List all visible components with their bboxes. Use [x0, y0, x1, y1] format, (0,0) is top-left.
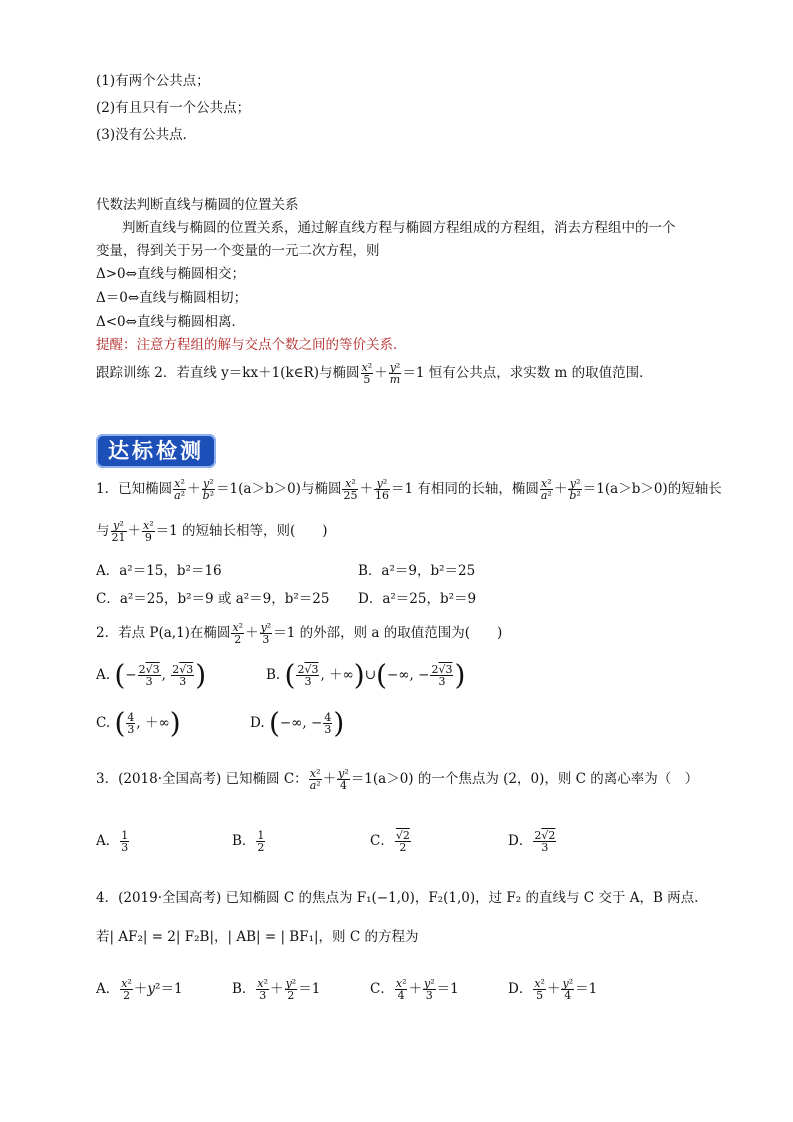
- option-letter: C．: [370, 981, 394, 997]
- fraction: $\frac{\text{x²}}{4}$: [395, 977, 407, 1002]
- algebra-title: 代数法判断直线与椭圆的位置关系: [96, 197, 299, 213]
- item-1: (1)有两个公共点；: [96, 73, 210, 89]
- option-letter: A．: [96, 981, 120, 997]
- option-letter: D．: [508, 833, 533, 849]
- fraction: $\frac{\text{x²}}{\text{a²}}$: [309, 767, 321, 792]
- fraction: $\frac{\text{x²}}{9}$: [143, 519, 154, 544]
- fraction: $\frac{\text{y²}}{\text{b²}}$: [202, 477, 215, 502]
- fraction: $\frac{\text{y²}}{16}$: [374, 477, 389, 502]
- q2-stem: 2．若点 P(a,1)在椭圆 $\frac{\text{x²}}{2}$ ＋ $\frac{\text{y²}}{3}$ ＝1 的外部，则 a 的取值范围为( ): [96, 621, 503, 646]
- q3-option-c[interactable]: [370, 830, 412, 853]
- q2-option-c[interactable]: C. ( $\frac{4}{3}$ , ＋∞): [96, 706, 181, 740]
- algebra-case1: Δ>0⇔直线与椭圆相交；: [96, 266, 245, 282]
- q2-option-a[interactable]: A. (− $\frac{2√3}{3}$ , $\frac{2√3}{3}$ ): [96, 658, 207, 692]
- fraction: $\frac{\text{x²}}{25}$: [343, 477, 358, 502]
- q1-option-d[interactable]: D．a²＝25，b²＝9: [358, 591, 477, 607]
- q2-option-d[interactable]: D. (−∞, − $\frac{4}{3}$ ): [250, 706, 345, 740]
- option-letter: C.: [96, 715, 111, 731]
- q3-text: ＝1(a＞0) 的一个焦点为 (2，0)，则 C 的离心率为（ ）: [350, 771, 699, 787]
- q4-stem-2: 若| AF₂| = 2| F₂B|，| AB| = | BF₁|，则 C 的方程为: [96, 929, 419, 945]
- q1-text: 与: [96, 523, 110, 539]
- fraction: $\frac{\text{x²}}{2}$: [121, 977, 132, 1002]
- option-letter: B．: [232, 833, 256, 849]
- q1-text: ＝1(a＞b＞0)与椭圆: [216, 481, 342, 497]
- section-badge: 达标检测: [96, 434, 216, 468]
- exercise-2-prefix: 跟踪训练 2．若直线 y＝kx＋1(k∈R)与椭圆: [96, 365, 360, 381]
- q2-text: 2．若点 P(a,1)在椭圆: [96, 625, 231, 641]
- option-letter: A.: [96, 667, 111, 683]
- fraction: $\frac{\text{y²}}{\text{b²}}$: [569, 477, 581, 502]
- option-letter: B．: [232, 981, 256, 997]
- q4-stem-1: 4．(2019·全国高考) 已知椭圆 C 的焦点为 F₁(−1,0)，F₂(1,0)，过 F₂ 的直线与 C 交于 A，B 两点.: [96, 890, 699, 906]
- fraction: $\frac{\text{y²}}{4}$: [338, 767, 349, 792]
- fraction: $\frac{2√3}{3}$: [172, 663, 194, 688]
- fraction: $\frac{\text{x²}}{3}$: [257, 977, 269, 1002]
- exercise-2-suffix: ＝1 恒有公共点，求实数 m 的取值范围．: [402, 365, 653, 381]
- q3-text: 3．(2018·全国高考) 已知椭圆 C：: [96, 771, 308, 787]
- option-letter: B.: [266, 667, 281, 683]
- algebra-para2: 变量，得到关于另一个变量的一元二次方程，则: [96, 243, 380, 259]
- algebra-case2: Δ＝0⇔直线与椭圆相切；: [96, 290, 248, 306]
- fraction: $\frac{\text{y²}}{2}$: [285, 977, 297, 1002]
- fraction: $\frac{\text{x²}}{2}$: [232, 621, 244, 646]
- fraction: $\frac{\text{y²}}{3}$: [260, 621, 272, 646]
- fraction: $\frac{\text{x²}}{\text{a²}}$: [540, 477, 552, 502]
- item-2: (2)有且只有一个公共点；: [96, 100, 251, 116]
- algebra-para1: 判断直线与椭圆的位置关系，通过解直线方程与椭圆方程组成的方程组，消去方程组中的一个: [122, 220, 676, 236]
- q1-text: ＝1 有相同的长轴，椭圆: [390, 481, 539, 497]
- option-letter: C．: [370, 833, 394, 849]
- fraction: $\frac{\text{x²}}{5}$: [534, 977, 545, 1002]
- option-letter: D.: [250, 715, 265, 731]
- fraction: $\frac{2√3}{3}$: [297, 663, 319, 688]
- option-letter: A．: [96, 833, 120, 849]
- algebra-reminder: 提醒：注意方程组的解与交点个数之间的等价关系．: [96, 337, 407, 353]
- fraction: $\frac{\text{x²}}{5}$: [361, 361, 373, 386]
- fraction: $\frac{2√3}{3}$: [431, 663, 453, 688]
- q3-option-d[interactable]: [508, 830, 557, 853]
- fraction: $\frac{1}{3}$: [121, 829, 129, 854]
- fraction: $\frac{2√2}{3}$: [534, 829, 556, 854]
- q4-option-d[interactable]: D． $\frac{\text{x²}}{5}$ ＋ $\frac{\text{y²}}{4}$ ＝1: [508, 977, 598, 1002]
- fraction: $\frac{\text{y²}}{m}$: [389, 361, 401, 386]
- q1-line2: 与 $\frac{\text{y²}}{21}$ ＋ $\frac{\text{x²}}{9}$ ＝1 的短轴长相等，则( ): [96, 519, 328, 544]
- fraction: $\frac{√2}{2}$: [395, 829, 410, 854]
- q4-option-c[interactable]: C． $\frac{\text{x²}}{4}$ ＋ $\frac{\text{y²}}{3}$ ＝1: [370, 977, 459, 1002]
- fraction: $\frac{\text{y²}}{3}$: [423, 977, 435, 1002]
- fraction: $\frac{4}{3}$: [324, 711, 332, 736]
- q4-option-b[interactable]: B． $\frac{\text{x²}}{3}$ ＋ $\frac{\text{y²}}{2}$ ＝1: [232, 977, 321, 1002]
- fraction: $\frac{1}{2}$: [257, 829, 265, 854]
- q2-text: ＝1 的外部，则 a 的取值范围为( ): [273, 625, 503, 641]
- fraction: $\frac{\text{y²}}{21}$: [111, 519, 126, 544]
- q1-text: ＝1(a＞b＞0)的短轴长: [582, 481, 722, 497]
- q1-option-c[interactable]: C．a²＝25，b²＝9 或 a²＝9，b²＝25: [96, 591, 330, 607]
- q3-option-a[interactable]: [96, 830, 130, 853]
- q2-option-b[interactable]: B. ( $\frac{2√3}{3}$ , ＋∞)∪(−∞, − $\frac{2√3}{3}$ ): [266, 658, 466, 692]
- option-letter: D．: [508, 981, 533, 997]
- q4-option-a[interactable]: A． $\frac{\text{x²}}{2}$ ＋y²＝1: [96, 977, 183, 1002]
- fraction: $\frac{\text{x²}}{\text{a²}}$: [174, 477, 186, 502]
- exercise-2: 跟踪训练 2．若直线 y＝kx＋1(k∈R)与椭圆 $\frac{\text{x²}}{5}$ ＋ $\frac{\text{y²}}{m}$ ＝1 恒有公共点，求实数 m 的取值范围．: [96, 361, 653, 386]
- fraction: $\frac{2√3}{3}$: [138, 663, 160, 688]
- q1-line1: 1．已知椭圆 $\frac{\text{x²}}{\text{a²}}$ ＋ $\frac{\text{y²}}{\text{b²}}$ ＝1(a＞b＞0)与椭圆 $\frac{\text{x²}}{25}$ ＋ $\frac{\text{y²}}{16}$ ＝1 有相同的长轴，椭圆 $\frac{\text{x²}}{\text{a²}}$ ＋ $\frac{\text{y²}}{\text{b²}}$ ＝1(a＞b＞0)的短轴长: [96, 477, 722, 502]
- fraction: $\frac{4}{3}$: [127, 711, 135, 736]
- q3-stem: 3．(2018·全国高考) 已知椭圆 C： $\frac{\text{x²}}{\text{a²}}$ ＋ $\frac{\text{y²}}{4}$ ＝1(a＞0) 的一个焦点为 (2，0)，则 C 的离心率为（ ）: [96, 767, 699, 792]
- q3-option-b[interactable]: [232, 830, 266, 853]
- q1-option-b[interactable]: B．a²＝9，b²＝25: [358, 563, 476, 579]
- algebra-case3: Δ<0⇔直线与椭圆相离．: [96, 314, 245, 330]
- q1-option-a[interactable]: A．a²＝15，b²＝16: [96, 563, 222, 579]
- q1-text: 1．已知椭圆: [96, 481, 173, 497]
- fraction: $\frac{\text{y²}}{4}$: [562, 977, 574, 1002]
- q1-text: ＝1 的短轴长相等，则( ): [155, 523, 328, 539]
- item-3: (3)没有公共点．: [96, 127, 197, 143]
